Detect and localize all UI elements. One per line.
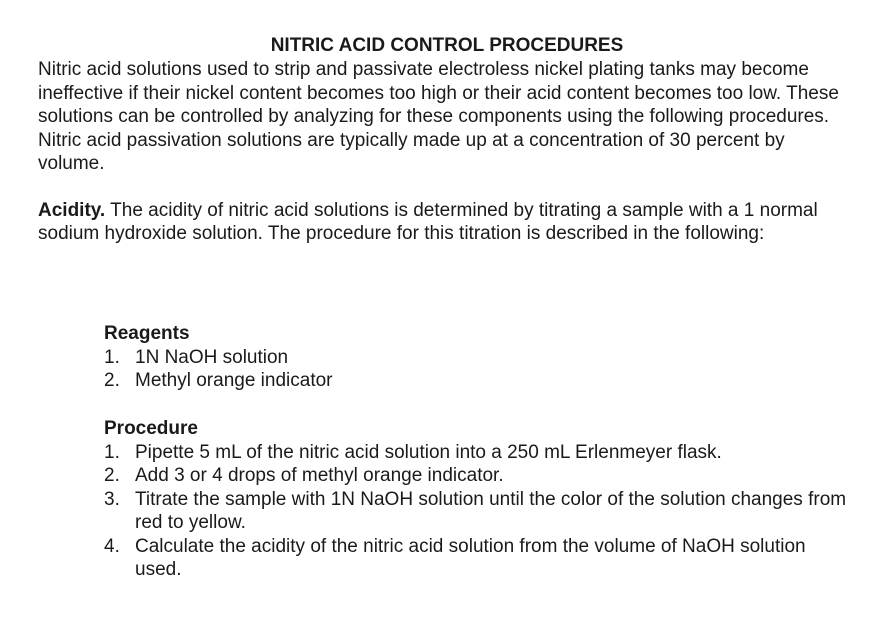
- list-number: 4.: [104, 535, 120, 557]
- procedure-heading: Procedure: [104, 417, 198, 439]
- list-text: Calculate the acidity of the nitric acid solution from the volume of NaOH solution used.: [135, 535, 806, 580]
- list-item: [104, 488, 848, 535]
- list-text: Add 3 or 4 drops of methyl orange indicator.: [135, 465, 504, 486]
- procedure-list: [104, 441, 848, 582]
- acidity-paragraph: [38, 199, 848, 246]
- list-text: Pipette 5 mL of the nitric acid solution into a 250 mL Erlenmeyer flask.: [135, 441, 722, 463]
- list-text: Methyl orange indicator: [135, 370, 333, 391]
- list-item: [104, 535, 848, 582]
- document-page: [38, 34, 848, 582]
- reagents-section: [104, 322, 848, 582]
- reagents-heading: Reagents: [104, 322, 190, 344]
- acidity-label: Acidity.: [38, 199, 106, 221]
- list-text: Titrate the sample with 1N NaOH solution until the color of the solution changes from red to yellow.: [135, 488, 847, 533]
- list-number: 3.: [104, 488, 120, 510]
- document-title: NITRIC ACID CONTROL PROCEDURES: [270, 35, 624, 56]
- reagents-list: [104, 346, 848, 393]
- list-number: 1.: [104, 441, 120, 463]
- acidity-text: The acidity of nitric acid solutions is determined by titrating a sample with a 1 normal sodium hydroxide solution. The procedure for this titration is described in the following:: [38, 199, 818, 244]
- list-item: [104, 346, 848, 370]
- list-text: 1N NaOH solution: [135, 346, 289, 368]
- list-number: 1.: [104, 346, 120, 368]
- list-number: 2.: [104, 370, 120, 391]
- intro-paragraph: Nitric acid solutions used to strip and passivate electroless nickel plating tanks may become ineffective if their nickel content becomes too high or their acid content becomes too low. These solutions can be controlled by analyzing for these components using the following procedures. Nitric acid passivation solutions are typically made up at a concentration of 30 percent by volume.: [38, 59, 839, 174]
- list-item: [104, 369, 848, 393]
- list-item: [104, 464, 848, 488]
- list-item: [104, 441, 848, 465]
- list-number: 2.: [104, 465, 120, 486]
